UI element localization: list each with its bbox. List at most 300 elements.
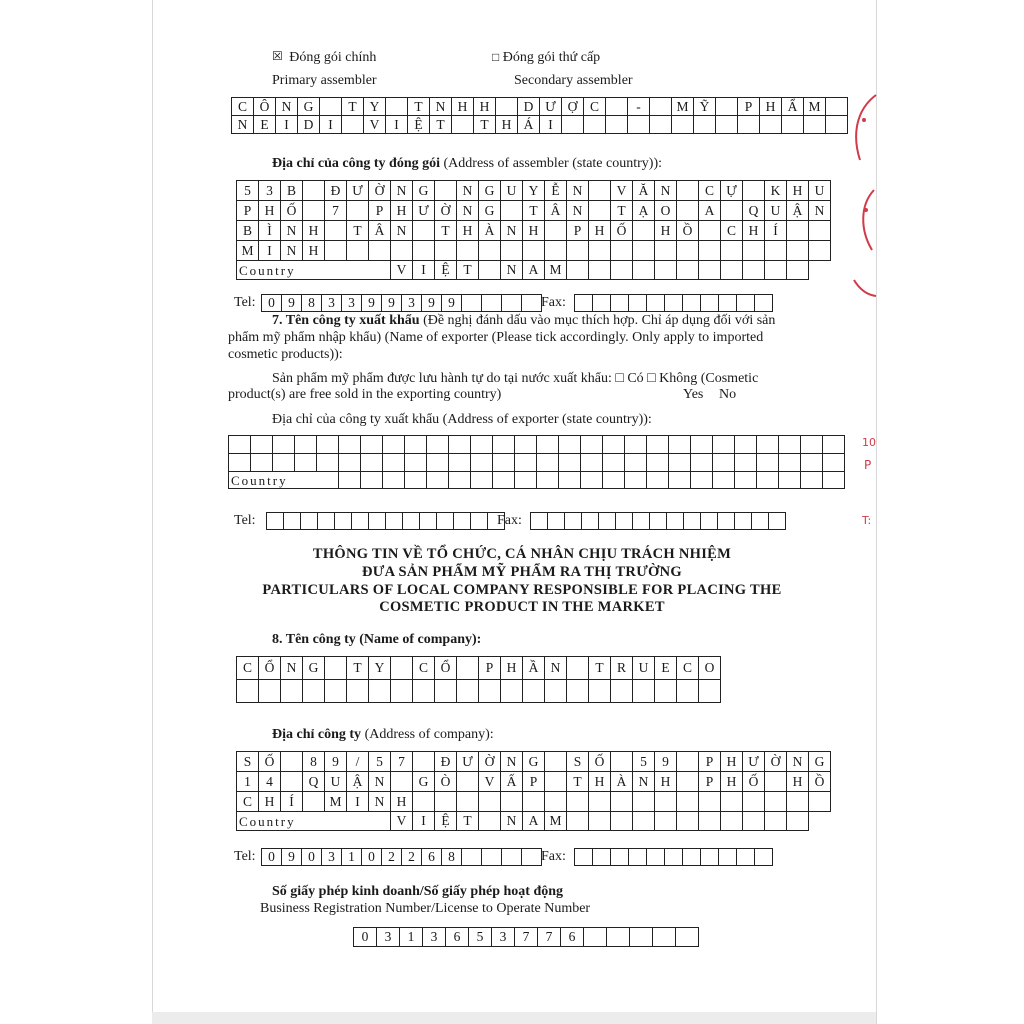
char-box[interactable] — [386, 98, 408, 116]
char-box[interactable]: 3 — [423, 928, 446, 947]
char-box[interactable]: N — [369, 772, 391, 792]
char-box[interactable] — [584, 928, 607, 947]
char-box[interactable] — [479, 241, 501, 261]
char-box[interactable] — [633, 812, 655, 831]
char-box[interactable] — [303, 181, 325, 201]
char-box[interactable] — [369, 513, 386, 530]
char-box[interactable] — [237, 680, 259, 703]
char-box[interactable]: H — [523, 221, 545, 241]
char-box[interactable]: U — [633, 657, 655, 680]
char-box[interactable] — [629, 849, 647, 866]
char-box[interactable]: C — [677, 657, 699, 680]
char-box[interactable]: Ạ — [633, 201, 655, 221]
char-box[interactable] — [628, 116, 650, 134]
char-box[interactable]: 0 — [302, 849, 322, 866]
char-box[interactable]: P — [699, 752, 721, 772]
char-box[interactable] — [405, 436, 427, 454]
char-box[interactable]: V — [391, 812, 413, 831]
char-box[interactable] — [655, 812, 677, 831]
char-box[interactable]: U — [809, 181, 831, 201]
char-box[interactable]: Ì — [259, 221, 281, 241]
char-box[interactable] — [471, 472, 493, 489]
char-box[interactable] — [482, 849, 502, 866]
char-box[interactable]: G — [303, 657, 325, 680]
char-box[interactable] — [493, 436, 515, 454]
char-box[interactable] — [625, 472, 647, 489]
char-box[interactable] — [502, 295, 522, 312]
char-box[interactable] — [611, 849, 629, 866]
char-box[interactable]: G — [479, 201, 501, 221]
char-box[interactable]: 3 — [322, 295, 342, 312]
char-box[interactable] — [589, 680, 611, 703]
char-box[interactable] — [251, 436, 273, 454]
char-box[interactable] — [655, 261, 677, 280]
char-box[interactable]: H — [787, 181, 809, 201]
char-box[interactable] — [501, 792, 523, 812]
char-box[interactable]: Á — [518, 116, 540, 134]
char-box[interactable] — [567, 680, 589, 703]
char-box[interactable] — [603, 436, 625, 454]
char-box[interactable]: N — [787, 752, 809, 772]
char-box[interactable] — [435, 680, 457, 703]
char-box[interactable]: Ổ — [259, 657, 281, 680]
char-box[interactable] — [320, 98, 342, 116]
char-box[interactable] — [611, 812, 633, 831]
char-box[interactable]: 9 — [282, 849, 302, 866]
char-box[interactable] — [559, 436, 581, 454]
char-box[interactable] — [735, 472, 757, 489]
char-box[interactable]: T — [567, 772, 589, 792]
primary-assembler-option[interactable] — [272, 50, 376, 66]
company-address-grid[interactable] — [236, 751, 831, 831]
char-box[interactable]: T — [611, 201, 633, 221]
char-box[interactable] — [361, 454, 383, 472]
char-box[interactable] — [391, 680, 413, 703]
char-box[interactable]: P — [567, 221, 589, 241]
char-box[interactable]: 8 — [302, 295, 322, 312]
char-box[interactable]: Ệ — [408, 116, 430, 134]
assembler-name-grid[interactable] — [231, 97, 848, 134]
char-box[interactable] — [342, 116, 364, 134]
char-box[interactable]: V — [479, 772, 501, 792]
char-box[interactable] — [801, 436, 823, 454]
char-box[interactable]: P — [237, 201, 259, 221]
char-box[interactable] — [757, 436, 779, 454]
char-box[interactable]: H — [474, 98, 496, 116]
char-box[interactable]: 6 — [422, 849, 442, 866]
char-box[interactable]: Ỹ — [694, 98, 716, 116]
char-box[interactable]: G — [413, 772, 435, 792]
char-box[interactable]: 6 — [561, 928, 584, 947]
char-box[interactable] — [765, 812, 787, 831]
char-box[interactable] — [633, 513, 650, 530]
char-box[interactable]: H — [496, 116, 518, 134]
char-box[interactable] — [823, 436, 845, 454]
char-box[interactable] — [523, 680, 545, 703]
char-box[interactable]: / — [347, 752, 369, 772]
char-box[interactable] — [743, 812, 765, 831]
char-box[interactable] — [603, 472, 625, 489]
char-box[interactable]: Ờ — [479, 752, 501, 772]
char-box[interactable] — [501, 201, 523, 221]
char-box[interactable]: T — [523, 201, 545, 221]
char-box[interactable] — [457, 657, 479, 680]
char-box[interactable]: N — [457, 181, 479, 201]
char-box[interactable] — [548, 513, 565, 530]
char-box[interactable]: H — [655, 221, 677, 241]
char-box[interactable] — [545, 792, 567, 812]
char-box[interactable] — [765, 261, 787, 280]
char-box[interactable]: Ố — [281, 201, 303, 221]
char-box[interactable]: S — [567, 752, 589, 772]
char-box[interactable] — [699, 221, 721, 241]
char-box[interactable]: Ư — [540, 98, 562, 116]
char-box[interactable]: S — [237, 752, 259, 772]
char-box[interactable] — [559, 472, 581, 489]
char-box[interactable] — [515, 472, 537, 489]
char-box[interactable]: T — [474, 116, 496, 134]
char-box[interactable] — [369, 680, 391, 703]
char-box[interactable] — [629, 295, 647, 312]
char-box[interactable] — [347, 241, 369, 261]
char-box[interactable] — [575, 295, 593, 312]
char-box[interactable]: 5 — [469, 928, 492, 947]
char-box[interactable]: Â — [545, 201, 567, 221]
char-box[interactable] — [721, 241, 743, 261]
char-box[interactable] — [581, 472, 603, 489]
char-box[interactable] — [501, 680, 523, 703]
char-box[interactable] — [743, 261, 765, 280]
char-box[interactable] — [457, 792, 479, 812]
char-box[interactable] — [606, 98, 628, 116]
char-box[interactable] — [496, 98, 518, 116]
char-box[interactable]: 7 — [538, 928, 561, 947]
char-box[interactable] — [677, 752, 699, 772]
char-box[interactable]: E — [254, 116, 276, 134]
char-box[interactable]: 9 — [325, 752, 347, 772]
char-box[interactable] — [575, 849, 593, 866]
char-box[interactable] — [760, 116, 782, 134]
char-box[interactable]: G — [809, 752, 831, 772]
char-box[interactable]: Ự — [721, 181, 743, 201]
char-box[interactable] — [386, 513, 403, 530]
char-box[interactable]: Ư — [347, 181, 369, 201]
char-box[interactable]: M — [545, 812, 567, 831]
char-box[interactable] — [713, 454, 735, 472]
char-box[interactable]: 6 — [446, 928, 469, 947]
char-box[interactable]: 7 — [325, 201, 347, 221]
char-box[interactable]: I — [259, 241, 281, 261]
char-box[interactable] — [683, 295, 701, 312]
char-box[interactable]: Ậ — [347, 772, 369, 792]
char-box[interactable]: M — [804, 98, 826, 116]
char-box[interactable] — [325, 680, 347, 703]
char-box[interactable]: Ờ — [765, 752, 787, 772]
char-box[interactable]: H — [303, 221, 325, 241]
char-box[interactable]: 0 — [262, 295, 282, 312]
char-box[interactable]: P — [699, 772, 721, 792]
char-box[interactable]: H — [589, 772, 611, 792]
char-box[interactable]: A — [699, 201, 721, 221]
char-box[interactable] — [567, 657, 589, 680]
char-box[interactable] — [449, 454, 471, 472]
char-box[interactable] — [684, 513, 701, 530]
char-box[interactable] — [435, 792, 457, 812]
char-box[interactable]: A — [523, 812, 545, 831]
char-box[interactable] — [523, 792, 545, 812]
char-box[interactable]: N — [281, 657, 303, 680]
assembler-tel-field[interactable] — [261, 294, 542, 312]
char-box[interactable]: D — [298, 116, 320, 134]
char-box[interactable] — [295, 454, 317, 472]
char-box[interactable] — [779, 472, 801, 489]
char-box[interactable] — [735, 454, 757, 472]
char-box[interactable] — [562, 116, 584, 134]
char-box[interactable]: Ố — [611, 221, 633, 241]
char-box[interactable] — [647, 436, 669, 454]
char-box[interactable] — [801, 454, 823, 472]
char-box[interactable]: 9 — [382, 295, 402, 312]
char-box[interactable]: T — [457, 261, 479, 280]
char-box[interactable]: 2 — [382, 849, 402, 866]
char-box[interactable]: N — [501, 261, 523, 280]
assembler-address-grid[interactable] — [236, 180, 831, 280]
char-box[interactable] — [347, 201, 369, 221]
char-box[interactable]: N — [281, 241, 303, 261]
char-box[interactable]: 5 — [369, 752, 391, 772]
char-box[interactable]: Q — [303, 772, 325, 792]
char-box[interactable] — [515, 454, 537, 472]
char-box[interactable]: 1 — [237, 772, 259, 792]
char-box[interactable] — [383, 472, 405, 489]
char-box[interactable] — [650, 98, 672, 116]
char-box[interactable] — [537, 472, 559, 489]
char-box[interactable]: T — [408, 98, 430, 116]
char-box[interactable]: E — [655, 657, 677, 680]
char-box[interactable] — [471, 513, 488, 530]
char-box[interactable]: N — [232, 116, 254, 134]
char-box[interactable] — [737, 849, 755, 866]
char-box[interactable]: N — [545, 657, 567, 680]
char-box[interactable]: Â — [369, 221, 391, 241]
char-box[interactable] — [765, 772, 787, 792]
char-box[interactable] — [809, 221, 831, 241]
char-box[interactable]: N — [391, 181, 413, 201]
char-box[interactable]: 7 — [391, 752, 413, 772]
char-box[interactable] — [361, 472, 383, 489]
char-box[interactable] — [716, 116, 738, 134]
char-box[interactable]: Ố — [259, 752, 281, 772]
char-box[interactable] — [405, 454, 427, 472]
char-box[interactable] — [757, 454, 779, 472]
char-box[interactable] — [787, 261, 809, 280]
char-box[interactable] — [699, 812, 721, 831]
primary-checkbox[interactable]: ☒ — [272, 49, 283, 64]
char-box[interactable] — [787, 792, 809, 812]
char-box[interactable] — [607, 928, 630, 947]
char-box[interactable]: O — [655, 201, 677, 221]
char-box[interactable] — [267, 513, 284, 530]
char-box[interactable]: H — [655, 772, 677, 792]
char-box[interactable] — [737, 295, 755, 312]
char-box[interactable] — [281, 772, 303, 792]
char-box[interactable]: H — [259, 792, 281, 812]
char-box[interactable] — [457, 680, 479, 703]
char-box[interactable] — [701, 849, 719, 866]
char-box[interactable]: 0 — [362, 849, 382, 866]
char-box[interactable]: Ư — [743, 752, 765, 772]
char-box[interactable] — [352, 513, 369, 530]
char-box[interactable] — [691, 472, 713, 489]
char-box[interactable] — [335, 513, 352, 530]
char-box[interactable] — [584, 116, 606, 134]
char-box[interactable]: R — [611, 657, 633, 680]
char-box[interactable] — [669, 472, 691, 489]
char-box[interactable] — [589, 261, 611, 280]
char-box[interactable]: N — [391, 221, 413, 241]
char-box[interactable]: H — [760, 98, 782, 116]
char-box[interactable] — [413, 221, 435, 241]
char-box[interactable]: I — [320, 116, 342, 134]
char-box[interactable] — [633, 241, 655, 261]
char-box[interactable]: C — [721, 221, 743, 241]
char-box[interactable]: I — [276, 116, 298, 134]
char-box[interactable] — [559, 454, 581, 472]
char-box[interactable]: V — [391, 261, 413, 280]
char-box[interactable] — [611, 241, 633, 261]
char-box[interactable]: P — [479, 657, 501, 680]
char-box[interactable] — [633, 680, 655, 703]
char-box[interactable] — [633, 221, 655, 241]
char-box[interactable] — [273, 454, 295, 472]
char-box[interactable] — [677, 680, 699, 703]
char-box[interactable] — [479, 261, 501, 280]
char-box[interactable]: C — [237, 657, 259, 680]
char-box[interactable] — [325, 221, 347, 241]
license-number-field[interactable] — [353, 927, 699, 947]
char-box[interactable] — [420, 513, 437, 530]
char-box[interactable] — [633, 792, 655, 812]
char-box[interactable]: Ệ — [435, 812, 457, 831]
char-box[interactable] — [427, 436, 449, 454]
char-box[interactable]: Ư — [413, 201, 435, 221]
char-box[interactable] — [677, 241, 699, 261]
char-box[interactable]: Y — [364, 98, 386, 116]
char-box[interactable]: Đ — [325, 181, 347, 201]
char-box[interactable] — [701, 295, 719, 312]
char-box[interactable] — [479, 792, 501, 812]
char-box[interactable]: Ợ — [562, 98, 584, 116]
char-box[interactable] — [647, 295, 665, 312]
char-box[interactable]: C — [413, 657, 435, 680]
char-box[interactable] — [281, 680, 303, 703]
char-box[interactable] — [589, 812, 611, 831]
char-box[interactable] — [826, 116, 848, 134]
char-box[interactable]: N — [281, 221, 303, 241]
char-box[interactable] — [457, 241, 479, 261]
char-box[interactable]: Í — [281, 792, 303, 812]
char-box[interactable]: C — [232, 98, 254, 116]
char-box[interactable]: 1 — [400, 928, 423, 947]
char-box[interactable] — [281, 752, 303, 772]
char-box[interactable] — [809, 792, 831, 812]
char-box[interactable] — [567, 261, 589, 280]
char-box[interactable] — [718, 513, 735, 530]
char-box[interactable] — [743, 792, 765, 812]
char-box[interactable] — [391, 657, 413, 680]
char-box[interactable]: B — [237, 221, 259, 241]
company-name-grid[interactable] — [236, 656, 721, 703]
char-box[interactable]: N — [567, 201, 589, 221]
char-box[interactable] — [782, 116, 804, 134]
char-box[interactable]: A — [523, 261, 545, 280]
char-box[interactable] — [413, 792, 435, 812]
char-box[interactable]: À — [479, 221, 501, 241]
char-box[interactable] — [743, 241, 765, 261]
char-box[interactable] — [633, 261, 655, 280]
char-box[interactable]: N — [369, 792, 391, 812]
char-box[interactable] — [683, 849, 701, 866]
char-box[interactable]: H — [452, 98, 474, 116]
char-box[interactable]: 2 — [402, 849, 422, 866]
char-box[interactable] — [251, 454, 273, 472]
char-box[interactable] — [713, 472, 735, 489]
char-box[interactable]: Ố — [589, 752, 611, 772]
char-box[interactable] — [701, 513, 718, 530]
char-box[interactable] — [303, 792, 325, 812]
char-box[interactable]: H — [787, 772, 809, 792]
char-box[interactable] — [752, 513, 769, 530]
char-box[interactable]: G — [523, 752, 545, 772]
char-box[interactable]: 9 — [655, 752, 677, 772]
char-box[interactable]: G — [479, 181, 501, 201]
char-box[interactable] — [273, 436, 295, 454]
char-box[interactable] — [413, 241, 435, 261]
char-box[interactable] — [545, 241, 567, 261]
char-box[interactable] — [757, 472, 779, 489]
char-box[interactable]: N — [655, 181, 677, 201]
char-box[interactable]: Ễ — [545, 181, 567, 201]
char-box[interactable] — [565, 513, 582, 530]
char-box[interactable] — [653, 928, 676, 947]
char-box[interactable] — [522, 295, 542, 312]
char-box[interactable]: H — [457, 221, 479, 241]
char-box[interactable]: N — [809, 201, 831, 221]
char-box[interactable] — [339, 436, 361, 454]
char-box[interactable]: D — [518, 98, 540, 116]
char-box[interactable] — [823, 454, 845, 472]
char-box[interactable] — [667, 513, 684, 530]
char-box[interactable]: 0 — [354, 928, 377, 947]
char-box[interactable] — [647, 849, 665, 866]
char-box[interactable] — [567, 792, 589, 812]
char-box[interactable]: T — [430, 116, 452, 134]
char-box[interactable]: Q — [743, 201, 765, 221]
char-box[interactable] — [479, 812, 501, 831]
assembler-fax-field[interactable] — [574, 294, 773, 312]
char-box[interactable] — [694, 116, 716, 134]
char-box[interactable] — [599, 513, 616, 530]
char-box[interactable] — [611, 680, 633, 703]
char-box[interactable]: T — [457, 812, 479, 831]
char-box[interactable] — [699, 241, 721, 261]
char-box[interactable]: 3 — [322, 849, 342, 866]
char-box[interactable] — [383, 454, 405, 472]
char-box[interactable] — [339, 454, 361, 472]
char-box[interactable] — [713, 436, 735, 454]
char-box[interactable] — [650, 116, 672, 134]
char-box[interactable] — [259, 680, 281, 703]
